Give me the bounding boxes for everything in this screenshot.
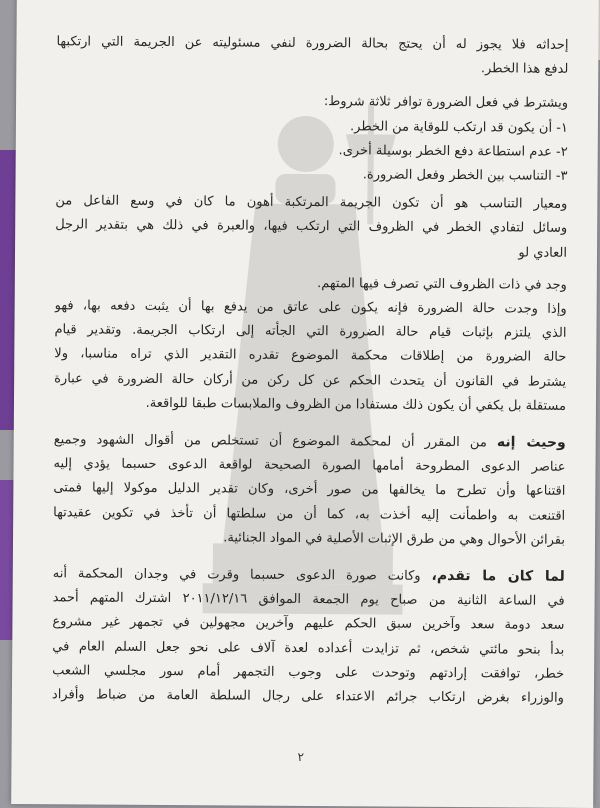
text-line (53, 525, 565, 553)
line-text: والوزراء بغرض ارتكاب جرائم الاعتداء على رجال السلطة العامة من ضباط وأفراد (51, 687, 564, 706)
line-text: خطر، توافقت إرادتهم وتوحدت على وجوب التجمهر أمام سور مجلسي الشعب (52, 663, 565, 682)
line-text: سعد دومة سعد وآخرين سبق الحكم عليهم وآخرين مجهولين في تجمهر غير مشروع (52, 614, 565, 634)
line-text: حالة الضرورة من إطلاقات محكمة الموضوع تقدره التقدير الذي تراه مناسبا، ولا (54, 346, 567, 366)
line-text: ويشترط في فعل الضرورة توافر ثلاثة شروط: (323, 94, 569, 112)
line-text: وإذا وجدت حالة الضرورة فإنه يكون على عاتق من يدفع بها أن يثبت دفعه بها، فهو (54, 298, 567, 317)
text-line (54, 391, 566, 419)
text-line (53, 477, 565, 505)
line-text: وسائل لتفادي الخطر في الظروف التي ارتكب فيها، والعبرة في ذلك هي بتقدير الرجل (55, 217, 568, 237)
text-line (54, 367, 566, 395)
line-text: العادي لو (518, 245, 568, 261)
line-text: وجد في ذات الظروف التي تصرف فيها المتهم. (317, 275, 567, 293)
line-text: في الساعة الثانية من صباح يوم الجمعة الموافق ٢٠١١/١٢/١٦ اشترك المتهم أحمد (52, 590, 565, 610)
text-line (52, 611, 564, 639)
line-text: ٢- عدم استطاعة دفع الخطر بوسيلة أخرى. (338, 143, 568, 160)
line-text: اقتنعت به واطمأنت إليه أخذت به، كما أن من سلطتها أن تأخذ في تكوين عقيدتها (53, 504, 566, 524)
text-line (53, 561, 565, 590)
text-line (53, 501, 565, 529)
text-line (54, 343, 566, 371)
line-text: الذي يلتزم بإثبات قيام حالة الضرورة التي الجأته إلى ارتكاب الجريمة. وتقدير قيام (54, 322, 567, 342)
line-text: لدفع هذا الخطر. (480, 61, 569, 78)
line-text: عناصر الدعوى المطروحة أمامها الصورة الصحيحة لواقعة الدعوى حسبما يؤدي إليه (53, 456, 566, 476)
text-line (56, 54, 568, 82)
text-line (55, 214, 567, 242)
text-line (55, 189, 567, 217)
text-line (53, 587, 565, 615)
text-line (56, 89, 568, 117)
line-text: بقرائن الأحوال وهي من طرق الإثبات الأصلية في المواد الجنائية. (223, 530, 566, 548)
text-line (55, 294, 567, 322)
text-line (56, 137, 568, 165)
page-number: ٢ (297, 749, 305, 765)
bold-lead-phrase: لما كان ما تقدم، (431, 567, 565, 585)
text-line (55, 270, 567, 298)
line-text: من المقرر أن لمحكمة الموضوع أن تستخلص من أقوال الشهود وجميع (53, 432, 498, 451)
text-line (56, 113, 568, 141)
line-text: ومعيار التناسب هو أن تكون الجريمة المرتكبة أهون ما كان في وسع الفاعل من (55, 193, 568, 213)
text-line (52, 635, 564, 663)
line-text: بدأ بنحو مائتي شخص، ثم تزايدت أعداده لعدة آلاف على نحو جعل السلم العام في (52, 638, 565, 658)
text-line (52, 683, 564, 711)
text-line (55, 238, 567, 266)
text-line (54, 318, 566, 346)
text-line (54, 427, 566, 456)
line-text: وكانت صورة الدعوى حسبما وقرت في وجدان المحكمة أنه (52, 566, 432, 584)
document-page (11, 0, 599, 808)
line-text: اقتناعها وأن تطرح ما يخالفها من صور أخرى، وكان تقدير الدليل موكولا إليها فمتى (53, 480, 566, 500)
line-text: ١- أن يكون قد ارتكب للوقاية من الخطر. (349, 118, 568, 136)
line-text: إحداثه فلا يجوز له أن يحتج بحالة الضرورة لنفي مسئوليته عن الجريمة التي ارتكبها (56, 34, 569, 53)
document-body (52, 30, 569, 711)
text-line (55, 161, 567, 189)
text-line (52, 659, 564, 687)
line-text: مستقلة بل يكفي أن يكون ذلك مستفادا من الظروف والملابسات طبقا للواقعة. (145, 395, 567, 414)
text-line (56, 30, 568, 58)
line-text: يشترط في القانون أن يتحدث الحكم عن كل ركن من أركان حالة الضرورة في عبارة (54, 370, 567, 390)
line-text: ٣- التناسب بين الخطر وفعل الضرورة. (362, 167, 568, 184)
text-line (53, 452, 565, 480)
bold-lead-phrase: وحيث إنه (496, 434, 566, 451)
